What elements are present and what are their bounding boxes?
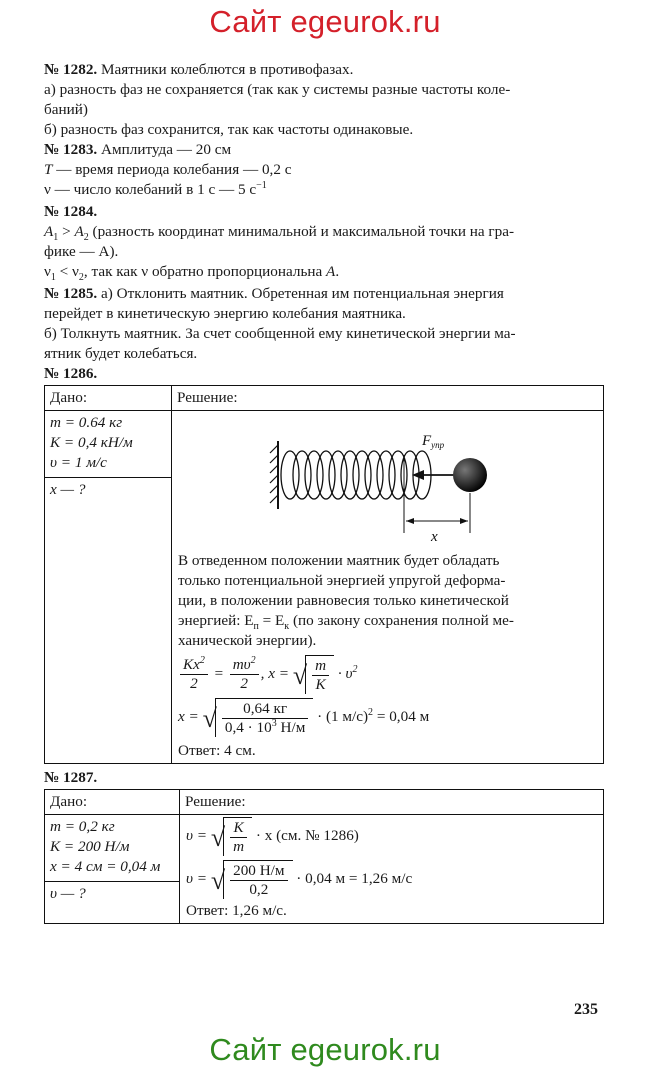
text: mυ bbox=[232, 656, 251, 673]
radicand bbox=[215, 698, 313, 737]
superscript: 2 bbox=[368, 706, 374, 718]
formula-calc bbox=[178, 698, 598, 737]
page-number: 235 bbox=[574, 1001, 598, 1018]
text-line: ции, в положении равновесия только кинетической bbox=[178, 592, 509, 609]
text: а) Отклонить маятник. Обретенная им потенциальная энергия bbox=[97, 285, 504, 302]
superscript: 2 bbox=[352, 663, 358, 675]
text: · x (см. № 1286) bbox=[252, 826, 359, 844]
radicand bbox=[223, 817, 252, 856]
superscript: 2 bbox=[250, 654, 256, 666]
text: < ν bbox=[55, 263, 79, 280]
force-arrow-head bbox=[412, 470, 424, 480]
numerator: K bbox=[230, 819, 247, 838]
superscript: 3 bbox=[271, 717, 277, 729]
wall-hatching bbox=[270, 445, 278, 503]
problem-1283-title bbox=[44, 140, 604, 160]
problem-1285-title bbox=[44, 284, 604, 304]
text-line bbox=[44, 262, 604, 282]
given-item: x = 4 см = 0,04 м bbox=[50, 858, 161, 875]
solution-body bbox=[180, 815, 604, 924]
text-line bbox=[178, 611, 598, 631]
denominator: 2 bbox=[190, 675, 198, 692]
fraction bbox=[230, 656, 259, 693]
displacement-label: x bbox=[431, 529, 438, 545]
subscript: 2 bbox=[78, 272, 84, 284]
denominator: 0,2 bbox=[249, 881, 269, 898]
formula-energy bbox=[178, 655, 598, 694]
text: Kx bbox=[183, 656, 200, 673]
solution-header: Решение: bbox=[180, 790, 604, 815]
fraction bbox=[222, 700, 308, 737]
text-line bbox=[44, 160, 604, 180]
square-root bbox=[293, 655, 334, 694]
text: — число колебаний в 1 с — 5 с bbox=[50, 181, 257, 198]
numerator bbox=[230, 656, 259, 675]
text: · υ bbox=[334, 664, 353, 682]
text: (по закону сохранения полной ме- bbox=[289, 612, 514, 629]
symbol: A bbox=[74, 223, 84, 240]
subscript: к bbox=[284, 621, 290, 633]
symbol: T bbox=[44, 161, 53, 178]
problem-number: № 1284. bbox=[44, 203, 98, 220]
site-banner-top: Сайт egeurok.ru bbox=[209, 4, 441, 39]
text: (разность координат минимальной и максимальной точки на гра- bbox=[88, 223, 515, 240]
solution-header: Решение: bbox=[172, 386, 604, 411]
pendulum-ball bbox=[453, 458, 487, 492]
problem-number: № 1287. bbox=[44, 769, 98, 786]
text: Амплитуда — 20 см bbox=[101, 141, 232, 158]
fraction bbox=[180, 656, 208, 693]
fraction bbox=[230, 862, 287, 899]
site-banner-bottom: Сайт egeurok.ru bbox=[209, 1032, 441, 1067]
given-item: K = 0,4 кН/м bbox=[50, 434, 133, 451]
solution-table-1286 bbox=[44, 385, 604, 764]
text-line: В отведенном положении маятник будет обладать bbox=[178, 552, 500, 569]
problem-1282-title bbox=[44, 60, 604, 80]
denominator: m bbox=[233, 838, 245, 855]
given-header: Дано: bbox=[45, 386, 172, 411]
symbol: A bbox=[44, 223, 54, 240]
text: · 0,04 м = 1,26 м/с bbox=[292, 869, 413, 887]
denominator: 2 bbox=[240, 675, 248, 692]
numerator: m bbox=[312, 657, 329, 676]
radical-sign: √ bbox=[210, 822, 226, 852]
given-values bbox=[45, 815, 180, 882]
text: υ = bbox=[186, 826, 211, 844]
given-header: Дано: bbox=[45, 790, 180, 815]
text-line: фике — A). bbox=[44, 243, 119, 260]
symbol: A bbox=[326, 263, 336, 280]
symbol: ν bbox=[44, 263, 51, 280]
fraction bbox=[312, 657, 329, 694]
subscript: 2 bbox=[83, 232, 89, 244]
subscript: п bbox=[253, 621, 259, 633]
given-values bbox=[45, 411, 172, 478]
radical-sign: √ bbox=[292, 660, 308, 690]
given-item: K = 200 Н/м bbox=[50, 838, 130, 855]
text: Н/м bbox=[276, 719, 306, 736]
radicand bbox=[305, 655, 334, 694]
answer: Ответ: 1,26 м/с. bbox=[186, 902, 287, 919]
text-line: а) разность фаз не сохраняется (так как у системы разные частоты коле- bbox=[44, 81, 511, 98]
text-line bbox=[44, 180, 604, 200]
numerator: 200 Н/м bbox=[230, 862, 287, 881]
solution-body bbox=[172, 411, 604, 764]
fraction bbox=[230, 819, 247, 856]
text: = E bbox=[258, 612, 285, 629]
subscript: 1 bbox=[53, 232, 59, 244]
given-item: υ = 1 м/с bbox=[50, 454, 107, 471]
arrow-right-head bbox=[460, 518, 468, 524]
text: — время периода колебания — 0,2 с bbox=[52, 161, 292, 178]
text: Маятники колеблются в противофазах. bbox=[101, 61, 354, 78]
text: , так как ν обратно пропорциональна bbox=[83, 263, 327, 280]
subscript: 1 bbox=[50, 272, 56, 284]
force-label: $F_{упр}$ bbox=[422, 433, 445, 450]
text-line: перейдет в кинетическую энергию колебания маятника. bbox=[44, 305, 406, 322]
text: υ = bbox=[186, 869, 211, 887]
given-item: m = 0,2 кг bbox=[50, 818, 115, 835]
formula-velocity bbox=[186, 817, 598, 856]
text: . bbox=[335, 263, 340, 280]
find-cell: υ — ? bbox=[45, 882, 180, 924]
text: > bbox=[58, 223, 75, 240]
problem-number: № 1282. bbox=[44, 61, 98, 78]
superscript: −1 bbox=[256, 179, 267, 191]
text-line bbox=[44, 222, 604, 242]
given-item: m = 0.64 кг bbox=[50, 414, 123, 431]
text-line: баний) bbox=[44, 101, 88, 118]
text: = bbox=[209, 664, 228, 682]
text: x = bbox=[178, 707, 203, 725]
solution-table-1287 bbox=[44, 789, 604, 924]
text: = 0,04 м bbox=[373, 707, 430, 725]
problem-number: № 1283. bbox=[44, 141, 98, 158]
text: , x = bbox=[260, 664, 293, 682]
spring-pendulum-figure bbox=[178, 415, 598, 551]
problem-number: № 1285. bbox=[44, 285, 98, 302]
answer: Ответ: 4 см. bbox=[178, 742, 256, 759]
text-line: б) разность фаз сохранится, так как частоты одинаковые. bbox=[44, 121, 414, 138]
arrow-left-head bbox=[406, 518, 414, 524]
numerator: 0,64 кг bbox=[222, 700, 308, 719]
text-line: ятник будет колебаться. bbox=[44, 345, 198, 362]
superscript: 2 bbox=[199, 654, 205, 666]
square-root bbox=[211, 860, 293, 899]
problem-number: № 1286. bbox=[44, 365, 98, 382]
radicand bbox=[223, 860, 292, 899]
denominator bbox=[222, 719, 308, 737]
formula-calc bbox=[186, 860, 598, 899]
symbol: ν bbox=[44, 181, 51, 198]
text-line: только потенциальной энергией упругой деформа- bbox=[178, 572, 506, 589]
page-content bbox=[44, 60, 604, 924]
text-line: б) Толкнуть маятник. За счет сообщенной ему кинетической энергии ма- bbox=[44, 325, 516, 342]
text-line: ханической энергии). bbox=[178, 632, 317, 649]
text: · (1 м/с) bbox=[313, 707, 369, 725]
text: энергией: E bbox=[178, 612, 254, 629]
text: 0,4 · 10 bbox=[224, 719, 272, 736]
denominator: K bbox=[315, 676, 326, 693]
square-root bbox=[203, 698, 314, 737]
spring-coils bbox=[281, 451, 431, 499]
find-cell: x — ? bbox=[45, 478, 172, 764]
radical-sign: √ bbox=[210, 865, 226, 895]
radical-sign: √ bbox=[202, 703, 217, 733]
numerator bbox=[180, 656, 208, 675]
square-root bbox=[211, 817, 252, 856]
